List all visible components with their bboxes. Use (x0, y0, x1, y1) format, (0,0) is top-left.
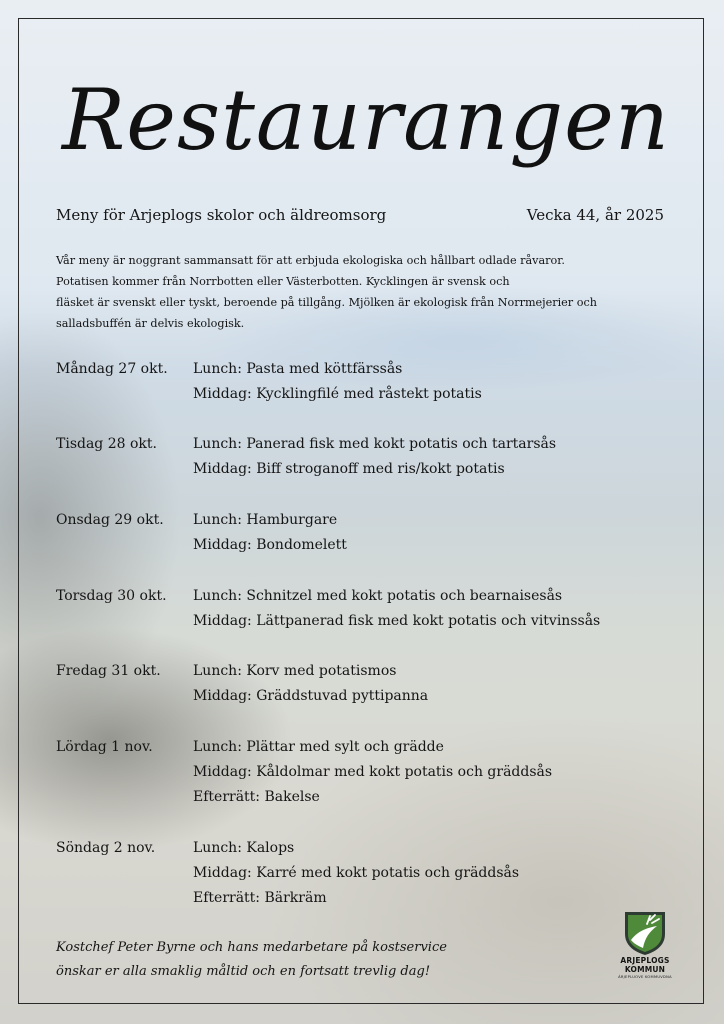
closing-line: önskar er alla smaklig måltid och en fortsatt trevlig dag! (56, 964, 431, 979)
meal-dessert: Efterrätt: Bakelse (193, 789, 320, 805)
day-name: Fredag 31 okt. (56, 663, 161, 679)
day-name: Måndag 27 okt. (56, 361, 168, 377)
meal-dinner: Middag: Lättpanerad fisk med kokt potatis och vitvinssås (193, 613, 601, 629)
week-label: Vecka 44, år 2025 (526, 206, 664, 224)
meal-lunch: Lunch: Kalops (193, 840, 295, 856)
logo-name-line1: ARJEPLOGS (620, 956, 670, 965)
closing-line: Kostchef Peter Byrne och hans medarbetare på kostservice (56, 940, 447, 955)
meal-dinner: Middag: Biff stroganoff med ris/kokt potatis (193, 461, 505, 477)
municipality-logo (614, 910, 676, 980)
meal-dinner: Middag: Gräddstuvad pyttipanna (193, 688, 429, 704)
meal-lunch: Lunch: Korv med potatismos (193, 663, 397, 679)
intro-line: fläsket är svenskt eller tyskt, beroende på tillgång. Mjölken är ekologisk från Norrmejerier och (56, 296, 597, 309)
closing-message (56, 936, 556, 984)
page-title: Restaurangen (62, 71, 670, 169)
day-name: Tisdag 28 okt. (56, 436, 157, 452)
day-name: Lördag 1 nov. (56, 739, 153, 755)
meal-dinner: Middag: Kåldolmar med kokt potatis och gräddsås (193, 764, 553, 780)
meal-lunch: Lunch: Schnitzel med kokt potatis och bearnaisesås (193, 588, 563, 604)
meal-dinner: Middag: Bondomelett (193, 537, 347, 553)
day-name: Onsdag 29 okt. (56, 512, 164, 528)
logo-subtitle: ÁRJEPLUOVE KOMMUVDNA (618, 975, 672, 979)
meal-dessert: Efterrätt: Bärkräm (193, 890, 327, 906)
intro-line: Potatisen kommer från Norrbotten eller Västerbotten. Kycklingen är svensk och (56, 275, 510, 288)
meal-lunch: Lunch: Pasta med köttfärssås (193, 361, 403, 377)
menu-subtitle: Meny för Arjeplogs skolor och äldreomsorg (56, 206, 387, 224)
shield-icon (623, 910, 667, 956)
logo-name-line2: KOMMUN (624, 965, 666, 974)
intro-line: salladsbuffén är delvis ekologisk. (56, 317, 245, 330)
intro-line: Vår meny är noggrant sammansatt för att erbjuda ekologiska och hållbart odlade råvaror. (56, 254, 565, 267)
meal-lunch: Lunch: Plättar med sylt och grädde (193, 739, 444, 755)
day-name: Söndag 2 nov. (56, 840, 156, 856)
header-row (56, 206, 666, 228)
meal-dinner: Middag: Karré med kokt potatis och gräddsås (193, 865, 520, 881)
meal-dinner: Middag: Kycklingfilé med råstekt potatis (193, 386, 482, 402)
meal-lunch: Lunch: Hamburgare (193, 512, 338, 528)
day-name: Torsdag 30 okt. (56, 588, 167, 604)
intro-text (56, 250, 656, 334)
meal-lunch: Lunch: Panerad fisk med kokt potatis och tartarsås (193, 436, 557, 452)
